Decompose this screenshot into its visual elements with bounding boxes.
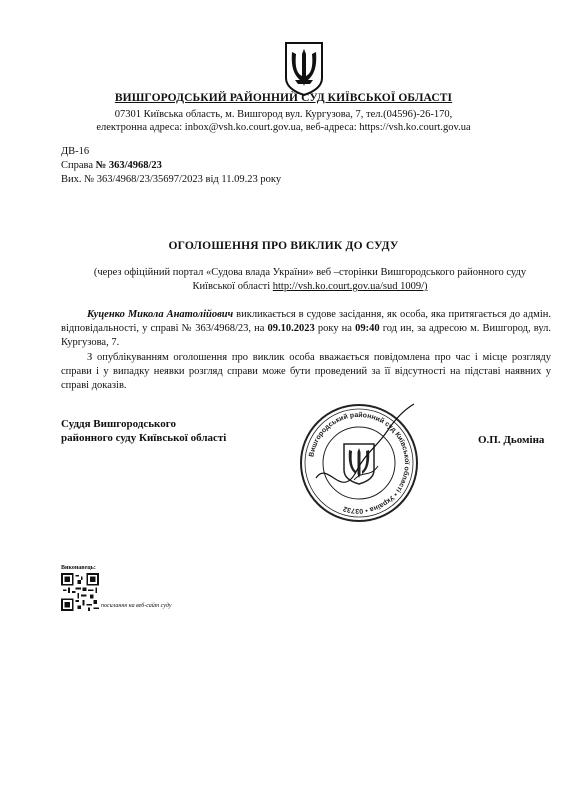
announcement-title: ОГОЛОШЕННЯ ПРО ВИКЛИК ДО СУДУ bbox=[168, 240, 399, 252]
court-contacts: електронна адреса: inbox@vsh.ko.court.gov.ua, веб-адреса: https://vsh.ko.court.gov.ua bbox=[96, 122, 471, 133]
case-number: Справа № 363/4968/23 bbox=[61, 160, 162, 171]
stamp-trident-icon bbox=[344, 444, 374, 484]
court-address: 07301 Київська область, м. Вишгород вул. Кургузова, 7, тел.(04596)-26-170, bbox=[114, 109, 453, 120]
stamp-text: Вишгородський районний суд Київської області • Україна • 03732 bbox=[308, 411, 411, 515]
form-code: ДВ-16 bbox=[61, 146, 90, 157]
summons-paragraph: Куценко Микола Анатолійович викликається в судове засідання, як особа, яка притягається до адмін. відповідальності, у справі № 363/4968/23, на 09.10.2023 року на 09:40 год ин, за адресою м. Вишгород, вул. Кургузова, 7. bbox=[61, 309, 551, 348]
qr-caption: посилання на веб-сайт суду bbox=[101, 603, 172, 609]
trident-emblem-icon bbox=[282, 40, 326, 96]
court-stamp bbox=[296, 400, 422, 526]
portal-link[interactable]: http://vsh.ko.court.gov.ua/sud 1009/) bbox=[272, 281, 428, 292]
court-name: ВИШГОРОДСЬКИЙ РАЙОННИЙ СУД КИЇВСЬКОЇ ОБЛАСТІ bbox=[114, 92, 453, 104]
person-name: Куценко Микола Анатолійович bbox=[87, 309, 234, 320]
notice-paragraph: З опублікуванням оголошення про виклик особа вважається повідомлена про час і місце розгляду справи і у випадку неявки розгляд справи може бути проведений за її відсутності на підставі наявних у справі доказів. bbox=[61, 352, 551, 391]
hearing-time: 09:40 bbox=[355, 322, 380, 334]
portal-note: (через офіційний портал «Судова влада України» веб –сторінки Вишгородського районного суду Київської області http://vsh.ko.court.gov.ua/sud 1009/) bbox=[93, 267, 527, 292]
executor-label: Виконавець: bbox=[61, 565, 96, 571]
judge-name: О.П. Дьоміна bbox=[478, 434, 545, 446]
outgoing-number: Вих. № 363/4968/23/35697/2023 від 11.09.23 року bbox=[61, 174, 282, 185]
qr-code-icon[interactable] bbox=[61, 573, 99, 611]
hearing-date: 09.10.2023 bbox=[267, 322, 315, 334]
judge-title: Суддя Вишгородського районного суду Київської області bbox=[61, 418, 227, 444]
